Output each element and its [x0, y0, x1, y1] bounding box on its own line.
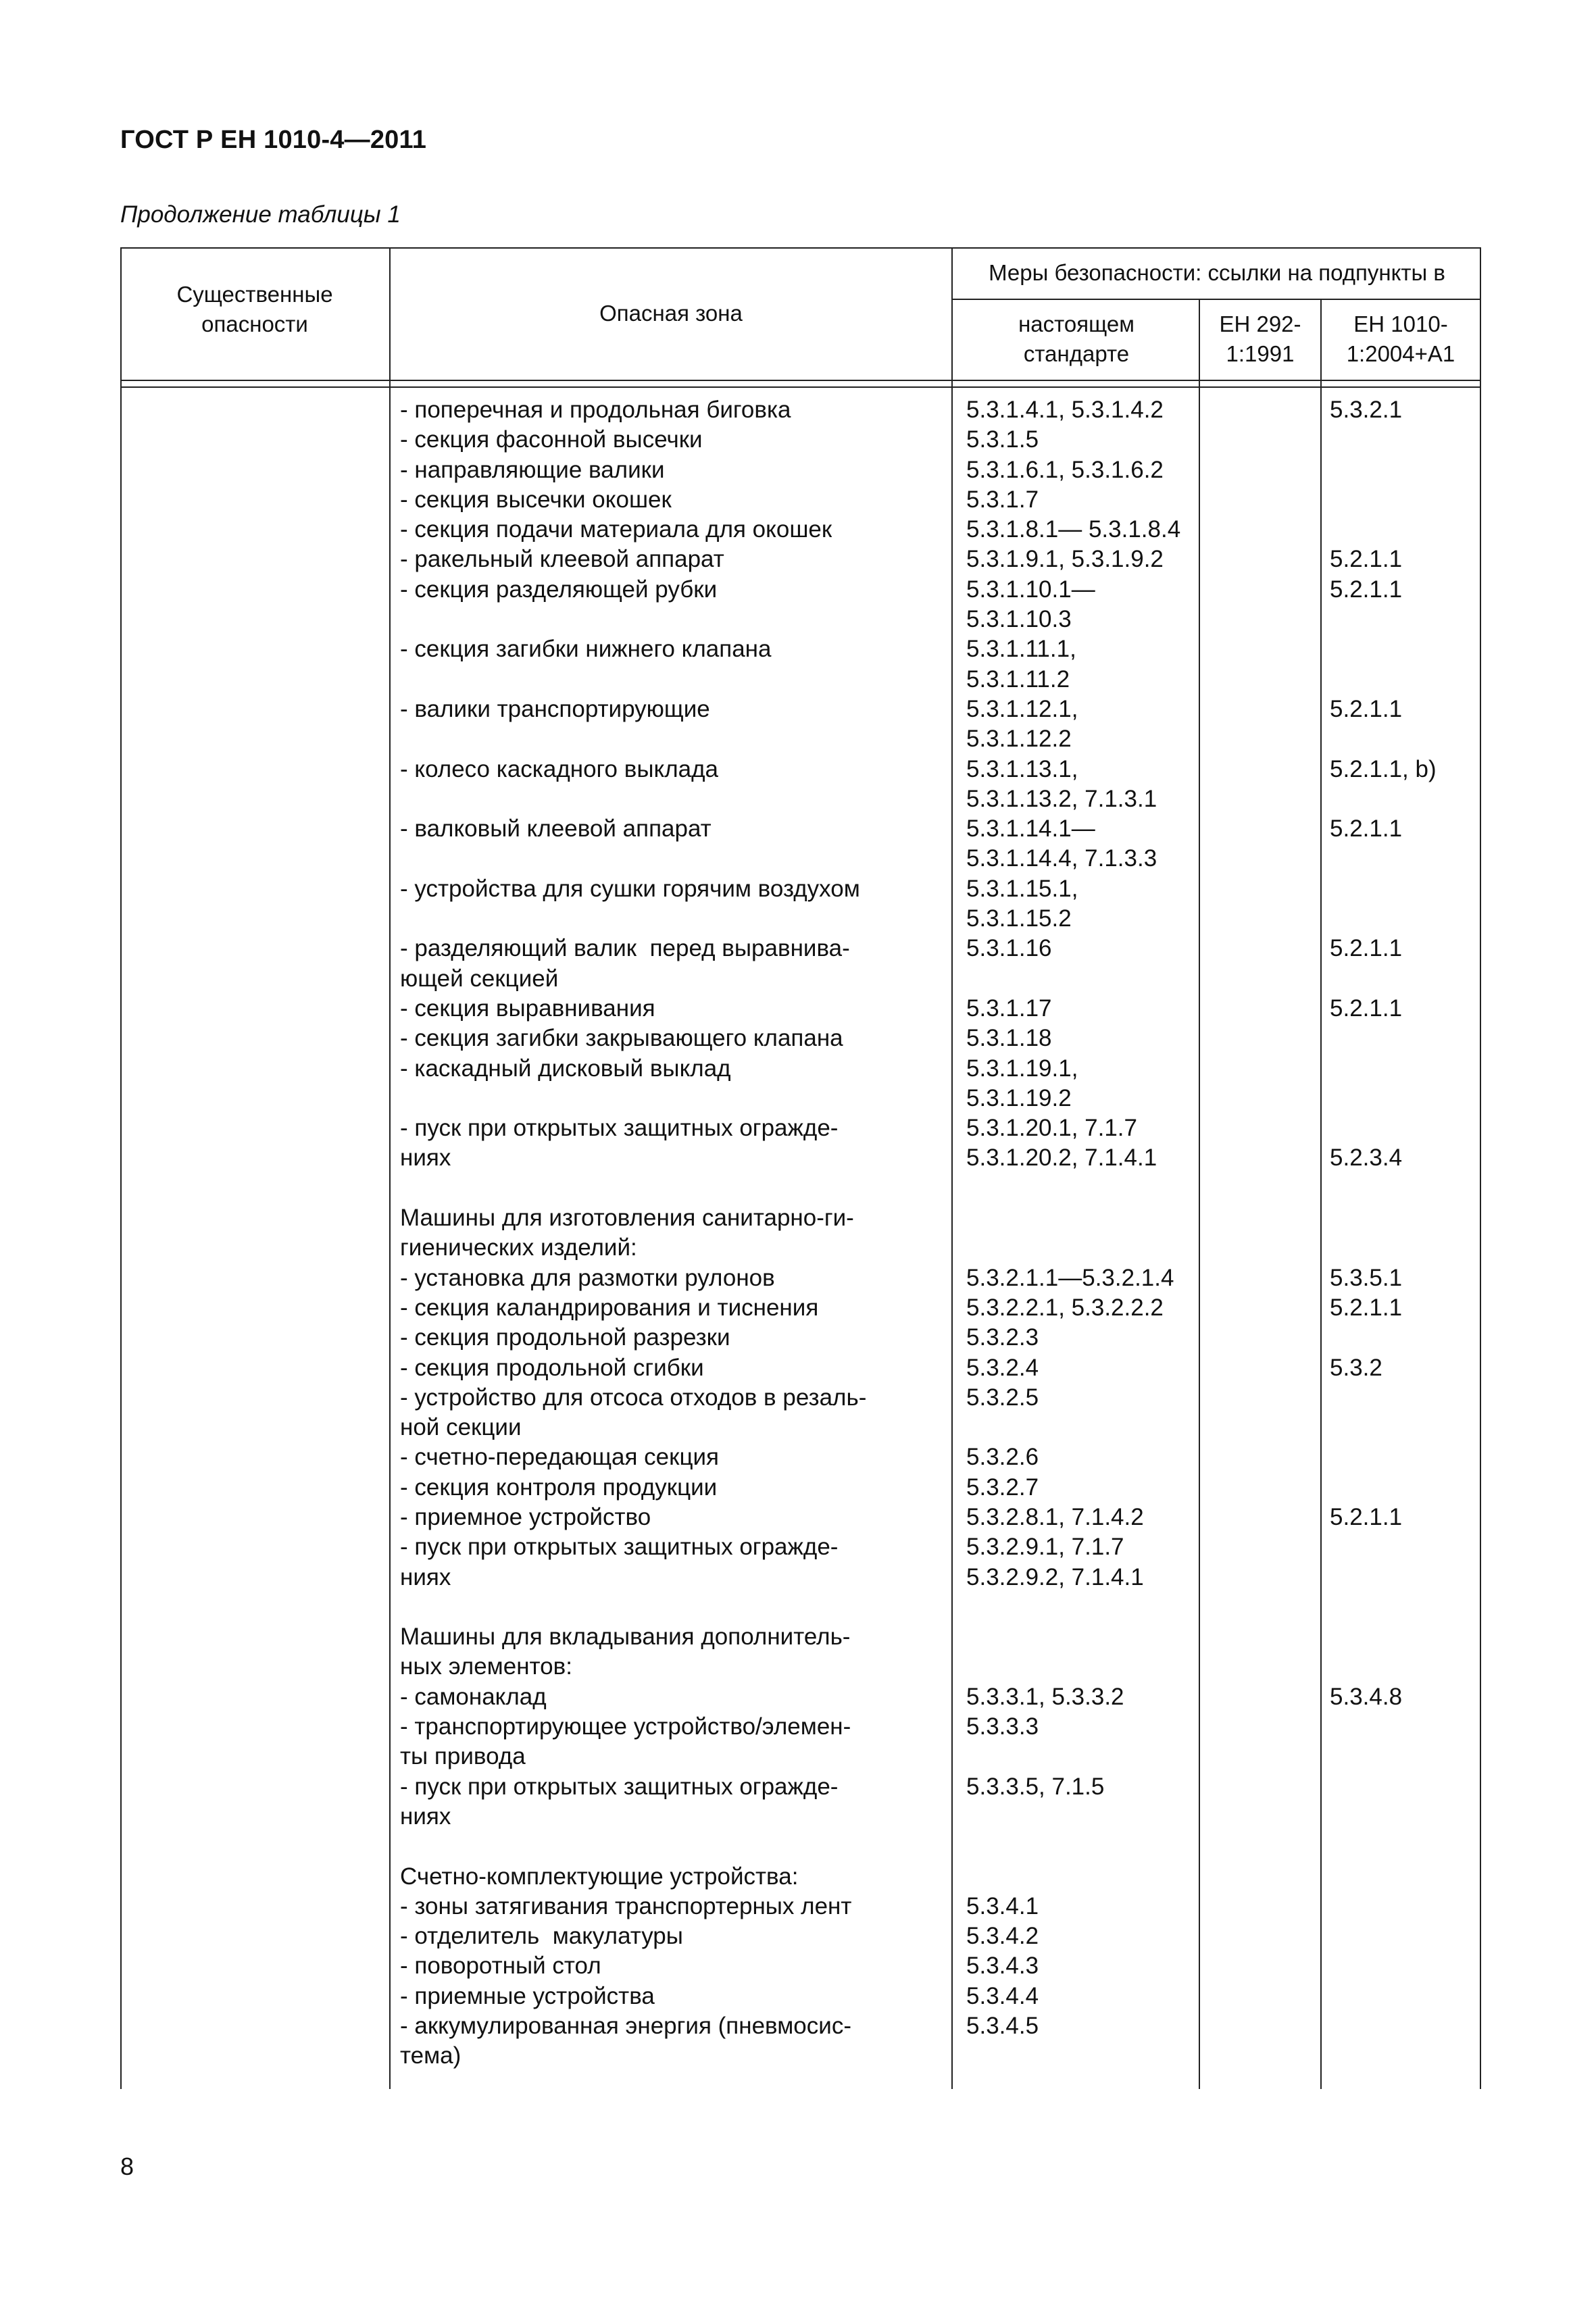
page-number: 8	[120, 2153, 134, 2180]
zone-cell: ты привода	[400, 1743, 526, 1770]
en1010-cell: 5.2.3.4	[1330, 1145, 1403, 1172]
en1010-cell	[1330, 1233, 1477, 1263]
en1010-cell	[1330, 964, 1477, 994]
this-standard-cell: 5.3.1.10.1—	[966, 576, 1095, 603]
zone-cell: - разделяющий валик перед выравнива-	[400, 935, 850, 962]
this-standard-cell	[966, 1742, 1196, 1771]
this-standard-cell: 5.3.1.7	[966, 486, 1039, 513]
en1010-cell: 5.2.1.1	[1330, 815, 1403, 842]
zone-cell: ниях	[400, 1803, 451, 1830]
this-standard-cell	[966, 1622, 1196, 1652]
en1010-cell	[1330, 634, 1477, 664]
this-standard-cell: 5.3.1.11.2	[966, 665, 1070, 693]
en1010-cell	[1330, 1024, 1477, 1053]
header-bottom-double-line	[120, 386, 1481, 388]
column-divider-4	[1320, 299, 1322, 2089]
this-standard-cell: 5.3.1.5	[966, 426, 1039, 453]
en1010-cell	[1330, 1054, 1477, 1084]
en1010-cell: 5.2.1.1	[1330, 1294, 1403, 1321]
en1010-cell	[1330, 1742, 1477, 1771]
zone-cell: ной секции	[400, 1414, 522, 1441]
en1010-cell	[1330, 784, 1477, 814]
en1010-cell	[1330, 1712, 1477, 1742]
zone-cell: ниях	[400, 1563, 451, 1590]
zone-cell	[400, 1084, 947, 1113]
zone-cell	[400, 605, 947, 634]
en1010-cell: 5.2.1.1	[1330, 546, 1403, 573]
zone-cell	[400, 784, 947, 814]
this-standard-cell	[966, 2041, 1196, 2071]
en1010-cell	[1330, 1442, 1477, 1472]
zone-cell: Счетно-комплектующие устройства:	[400, 1863, 799, 1890]
en1010-cell: 5.3.4.8	[1330, 1683, 1403, 1710]
en1010-cell	[1330, 1563, 1477, 1592]
this-standard-cell	[966, 1832, 1196, 1861]
en1010-cell	[1330, 1203, 1477, 1233]
en1010-cell	[1330, 485, 1477, 515]
en1010-cell	[1330, 1652, 1477, 1682]
this-standard-cell: 5.3.3.5, 7.1.5	[966, 1773, 1105, 1800]
zone-cell	[400, 724, 947, 754]
this-standard-cell: 5.3.1.11.1,	[966, 636, 1076, 663]
this-standard-cell: 5.3.4.3	[966, 1953, 1039, 1980]
zone-cell: - каскадный дисковый выклад	[400, 1055, 731, 1082]
zone-cell: - секция продольной разрезки	[400, 1324, 730, 1351]
zone-cell: - аккумулированная энергия (пневмосис-	[400, 2013, 851, 2040]
en1010-cell	[1330, 425, 1477, 455]
en1010-cell	[1330, 1113, 1477, 1143]
en1010-cell	[1330, 1413, 1477, 1442]
zone-cell	[400, 1174, 947, 1203]
this-standard-cell	[966, 1174, 1196, 1203]
table-border-left	[120, 247, 122, 2089]
en1010-cell	[1330, 515, 1477, 545]
this-standard-cell: 5.3.2.7	[966, 1474, 1039, 1501]
en1010-cell	[1330, 1862, 1477, 1892]
this-standard-cell	[966, 964, 1196, 994]
this-standard-cell: 5.3.1.19.1,	[966, 1055, 1078, 1082]
zone-cell: - поперечная и продольная биговка	[400, 397, 791, 423]
zone-cell: - устройство для отсоса отходов в резаль-	[400, 1384, 867, 1411]
this-standard-cell: 5.3.2.5	[966, 1384, 1039, 1411]
zone-cell: - секция продольной сгибки	[400, 1354, 704, 1381]
en1010-cell	[1330, 1473, 1477, 1503]
en1010-cell: 5.2.1.1	[1330, 695, 1403, 722]
this-standard-cell: 5.3.1.15.1,	[966, 875, 1078, 902]
zone-cell: - ракельный клеевой аппарат	[400, 546, 724, 573]
en1010-cell: 5.2.1.1	[1330, 935, 1403, 962]
this-standard-cell: 5.3.1.8.1— 5.3.1.8.4	[966, 516, 1181, 543]
zone-cell: - секция контроля продукции	[400, 1474, 718, 1501]
this-standard-cell: 5.3.1.20.2, 7.1.4.1	[966, 1145, 1157, 1172]
zone-cell	[400, 665, 947, 695]
en1010-cell	[1330, 1832, 1477, 1861]
en1010-cell	[1330, 844, 1477, 874]
en1010-cell: 5.2.1.1, b)	[1330, 755, 1437, 782]
en1010-cell: 5.3.2	[1330, 1354, 1382, 1381]
en1010-cell	[1330, 2041, 1477, 2071]
en1010-cell	[1330, 874, 1477, 904]
this-standard-cell: 5.3.2.6	[966, 1444, 1039, 1471]
en1010-cell: 5.2.1.1	[1330, 1503, 1403, 1530]
this-standard-cell: 5.3.1.16	[966, 935, 1052, 962]
column-divider-3	[1199, 299, 1200, 2089]
zone-cell: - установка для размотки рулонов	[400, 1264, 775, 1291]
this-standard-cell	[966, 1203, 1196, 1233]
zone-cell: - поворотный стол	[400, 1953, 601, 1980]
en1010-cell	[1330, 1323, 1477, 1353]
zone-column	[400, 395, 947, 2071]
this-standard-cell: 5.3.4.1	[966, 1892, 1039, 1919]
en1010-cell: 5.2.1.1	[1330, 995, 1403, 1022]
this-standard-cell: 5.3.1.14.1—	[966, 815, 1095, 842]
header-en1010: ЕН 1010-1:2004+А1	[1346, 311, 1455, 366]
en1010-cell	[1330, 1982, 1477, 2011]
zone-cell: - самонаклад	[400, 1683, 547, 1710]
zone-cell	[400, 1832, 947, 1861]
document-title: ГОСТ Р ЕН 1010-4—2011	[120, 126, 427, 154]
zone-cell: - зоны затягивания транспортерных лент	[400, 1892, 852, 1919]
this-standard-cell: 5.3.3.3	[966, 1713, 1039, 1740]
this-standard-cell	[966, 1802, 1196, 1832]
zone-cell: - отделитель макулатуры	[400, 1923, 683, 1950]
en1010-cell	[1330, 904, 1477, 934]
zone-cell: Машины для вкладывания дополнитель-	[400, 1624, 851, 1651]
this-standard-cell: 5.3.1.12.1,	[966, 695, 1078, 722]
this-standard-cell: 5.3.2.2.1, 5.3.2.2.2	[966, 1294, 1164, 1321]
zone-cell: - секция фасонной высечки	[400, 426, 703, 453]
zone-cell: - секция выравнивания	[400, 995, 655, 1022]
header-bottom-line	[120, 380, 1481, 381]
zone-cell	[400, 1592, 947, 1622]
header-hazards: Существенные опасности	[176, 282, 333, 336]
this-standard-cell: 5.3.2.1.1—5.3.2.1.4	[966, 1264, 1174, 1291]
zone-cell: Машины для изготовления санитарно-ги-	[400, 1205, 854, 1232]
zone-cell: - пуск при открытых защитных огражде-	[400, 1773, 839, 1800]
zone-cell: ных элементов:	[400, 1653, 572, 1680]
this-standard-cell: 5.3.1.17	[966, 995, 1052, 1022]
this-standard-cell	[966, 1233, 1196, 1263]
zone-cell: тема)	[400, 2042, 462, 2069]
this-standard-cell: 5.3.2.3	[966, 1324, 1039, 1351]
table-border-right	[1480, 247, 1481, 2089]
zone-cell	[400, 844, 947, 874]
en1010-cell	[1330, 605, 1477, 634]
this-standard-cell: 5.3.1.14.4, 7.1.3.3	[966, 845, 1157, 872]
en1010-cell: 5.3.5.1	[1330, 1264, 1403, 1291]
this-standard-cell	[966, 1862, 1196, 1892]
zone-cell: - секция высечки окошек	[400, 486, 672, 513]
en1010-cell	[1330, 1772, 1477, 1802]
this-standard-cell: 5.3.2.4	[966, 1354, 1039, 1381]
this-standard-cell	[966, 1592, 1196, 1622]
en1010-cell	[1330, 455, 1477, 485]
zone-cell: - приемные устройства	[400, 1982, 655, 2009]
this-standard-cell	[966, 1413, 1196, 1442]
zone-cell	[400, 904, 947, 934]
en1010-cell	[1330, 1802, 1477, 1832]
header-this-standard: настоящем стандарте	[1018, 311, 1134, 366]
zone-cell: гиенических изделий:	[400, 1234, 637, 1261]
header-measures: Меры безопасности: ссылки на подпункты в	[989, 260, 1445, 285]
en1010-cell	[1330, 1921, 1477, 1951]
this-standard-cell: 5.3.4.5	[966, 2013, 1039, 2040]
zone-cell: - пуск при открытых защитных огражде-	[400, 1115, 839, 1142]
en1010-cell	[1330, 1622, 1477, 1652]
zone-cell: - валковый клеевой аппарат	[400, 815, 712, 842]
this-standard-cell	[966, 1652, 1196, 1682]
header-sub-divider	[951, 299, 1481, 300]
zone-cell: - валики транспортирующие	[400, 695, 710, 722]
en1010-cell	[1330, 1592, 1477, 1622]
zone-cell: - секция подачи материала для окошек	[400, 516, 832, 543]
en1010-cell	[1330, 724, 1477, 754]
column-divider-1	[389, 247, 391, 2089]
table-caption: Продолжение таблицы 1	[120, 201, 401, 228]
this-standard-cell: 5.3.3.1, 5.3.3.2	[966, 1683, 1124, 1710]
this-standard-cell: 5.3.4.4	[966, 1982, 1039, 2009]
zone-cell: ющей секцией	[400, 965, 559, 992]
this-standard-cell: 5.3.1.15.2	[966, 905, 1072, 932]
en1010-column	[1330, 395, 1477, 2071]
hazard-table	[120, 247, 1481, 2089]
en1010-cell: 5.2.1.1	[1330, 576, 1403, 603]
this-standard-cell: 5.3.1.9.1, 5.3.1.9.2	[966, 546, 1164, 573]
en1010-cell	[1330, 1892, 1477, 1921]
this-standard-cell: 5.3.1.20.1, 7.1.7	[966, 1115, 1137, 1142]
this-standard-cell: 5.3.4.2	[966, 1923, 1039, 1950]
en1010-cell	[1330, 1174, 1477, 1203]
this-standard-cell: 5.3.2.9.2, 7.1.4.1	[966, 1563, 1144, 1590]
en1010-cell	[1330, 1084, 1477, 1113]
zone-cell: - пуск при открытых защитных огражде-	[400, 1534, 839, 1561]
this-standard-cell: 5.3.1.18	[966, 1025, 1052, 1052]
zone-cell: - секция загибки нижнего клапана	[400, 636, 772, 663]
zone-cell: - приемное устройство	[400, 1503, 651, 1530]
zone-cell: - направляющие валики	[400, 456, 665, 483]
this-standard-cell: 5.3.1.10.3	[966, 606, 1072, 633]
this-standard-cell: 5.3.1.13.2, 7.1.3.1	[966, 785, 1157, 812]
zone-cell: - счетно-передающая секция	[400, 1444, 719, 1471]
this-standard-cell: 5.3.1.13.1,	[966, 755, 1078, 782]
header-zone: Опасная зона	[599, 301, 743, 326]
zone-cell: - секция каландрирования и тиснения	[400, 1294, 819, 1321]
table-border-top	[120, 247, 1481, 249]
zone-cell: ниях	[400, 1145, 451, 1172]
zone-cell: - секция разделяющей рубки	[400, 576, 718, 603]
zone-cell: - колесо каскадного выклада	[400, 755, 718, 782]
column-divider-2	[951, 247, 953, 2089]
this-standard-column	[966, 395, 1196, 2071]
en1010-cell	[1330, 1951, 1477, 1981]
zone-cell: - секция загибки закрывающего клапана	[400, 1025, 843, 1052]
this-standard-cell: 5.3.1.4.1, 5.3.1.4.2	[966, 397, 1164, 423]
header-en292: ЕН 292-1:1991	[1219, 311, 1301, 366]
en1010-cell	[1330, 665, 1477, 695]
zone-cell: - транспортирующее устройство/элемен-	[400, 1713, 851, 1740]
en1010-cell: 5.3.2.1	[1330, 397, 1403, 423]
en1010-cell	[1330, 2011, 1477, 2041]
this-standard-cell: 5.3.2.8.1, 7.1.4.2	[966, 1503, 1144, 1530]
this-standard-cell: 5.3.2.9.1, 7.1.7	[966, 1534, 1124, 1561]
en1010-cell	[1330, 1532, 1477, 1562]
zone-cell: - устройства для сушки горячим воздухом	[400, 875, 860, 902]
this-standard-cell: 5.3.1.6.1, 5.3.1.6.2	[966, 456, 1164, 483]
this-standard-cell: 5.3.1.19.2	[966, 1084, 1072, 1111]
this-standard-cell: 5.3.1.12.2	[966, 726, 1072, 753]
en1010-cell	[1330, 1383, 1477, 1413]
